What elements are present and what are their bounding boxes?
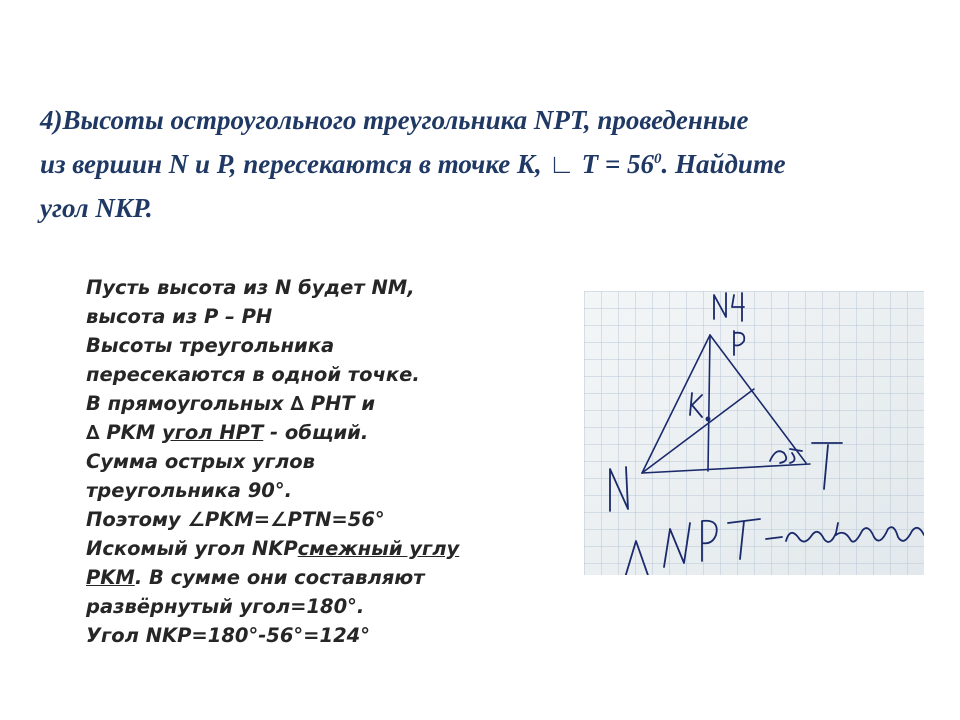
solution-line — [86, 534, 566, 563]
solution-line — [86, 418, 566, 447]
problem-line-1: 4)Высоты остроугольного треугольника NPT, проведенные — [40, 105, 749, 135]
problem-line-2-end: . Найдите — [661, 149, 786, 179]
solution-line: треугольника 90°. — [86, 479, 293, 502]
solution-text-part: - общий. — [263, 421, 369, 444]
underlined-angle: PKM — [86, 566, 135, 589]
problem-line-2-text: из вершин N и P, пересекаются в точке K, ∟ T = 56 — [40, 149, 655, 179]
solution-text-part: Искомый угол NKP — [86, 537, 298, 560]
solution-line: развёрнутый угол=180°. — [86, 595, 365, 618]
solution-line: высота из Р – РН — [86, 305, 273, 328]
solution-line: Пусть высота из N будет NM, — [86, 276, 415, 299]
solution-line: Поэтому ∠PKM=∠PTN=56° — [86, 508, 385, 531]
underlined-angle: угол HPT — [161, 421, 264, 444]
underlined-phrase: смежный углу — [297, 537, 460, 560]
solution-line: Высоты треугольника — [86, 334, 335, 357]
point-k — [706, 417, 711, 422]
solution-line: В прямоугольных ∆ PHT и — [86, 392, 376, 415]
degree-superscript: 0 — [654, 151, 662, 167]
solution-line: пересекаются в одной точке. — [86, 363, 420, 386]
problem-statement — [40, 98, 940, 230]
solution-text — [86, 273, 566, 650]
grid-lines — [584, 291, 924, 575]
triangle-sketch — [584, 291, 924, 575]
solution-text-part: ∆ PKM — [86, 421, 162, 444]
solution-line: Сумма острых углов — [86, 450, 315, 473]
problem-line-3: угол NKP. — [40, 193, 153, 223]
solution-line — [86, 563, 566, 592]
solution-text-part: . В сумме они составляют — [134, 566, 425, 589]
triangle-sketch-photo — [584, 291, 924, 575]
problem-line-2 — [40, 142, 940, 186]
solution-line: Угол NKP=180°-56°=124° — [86, 624, 370, 647]
